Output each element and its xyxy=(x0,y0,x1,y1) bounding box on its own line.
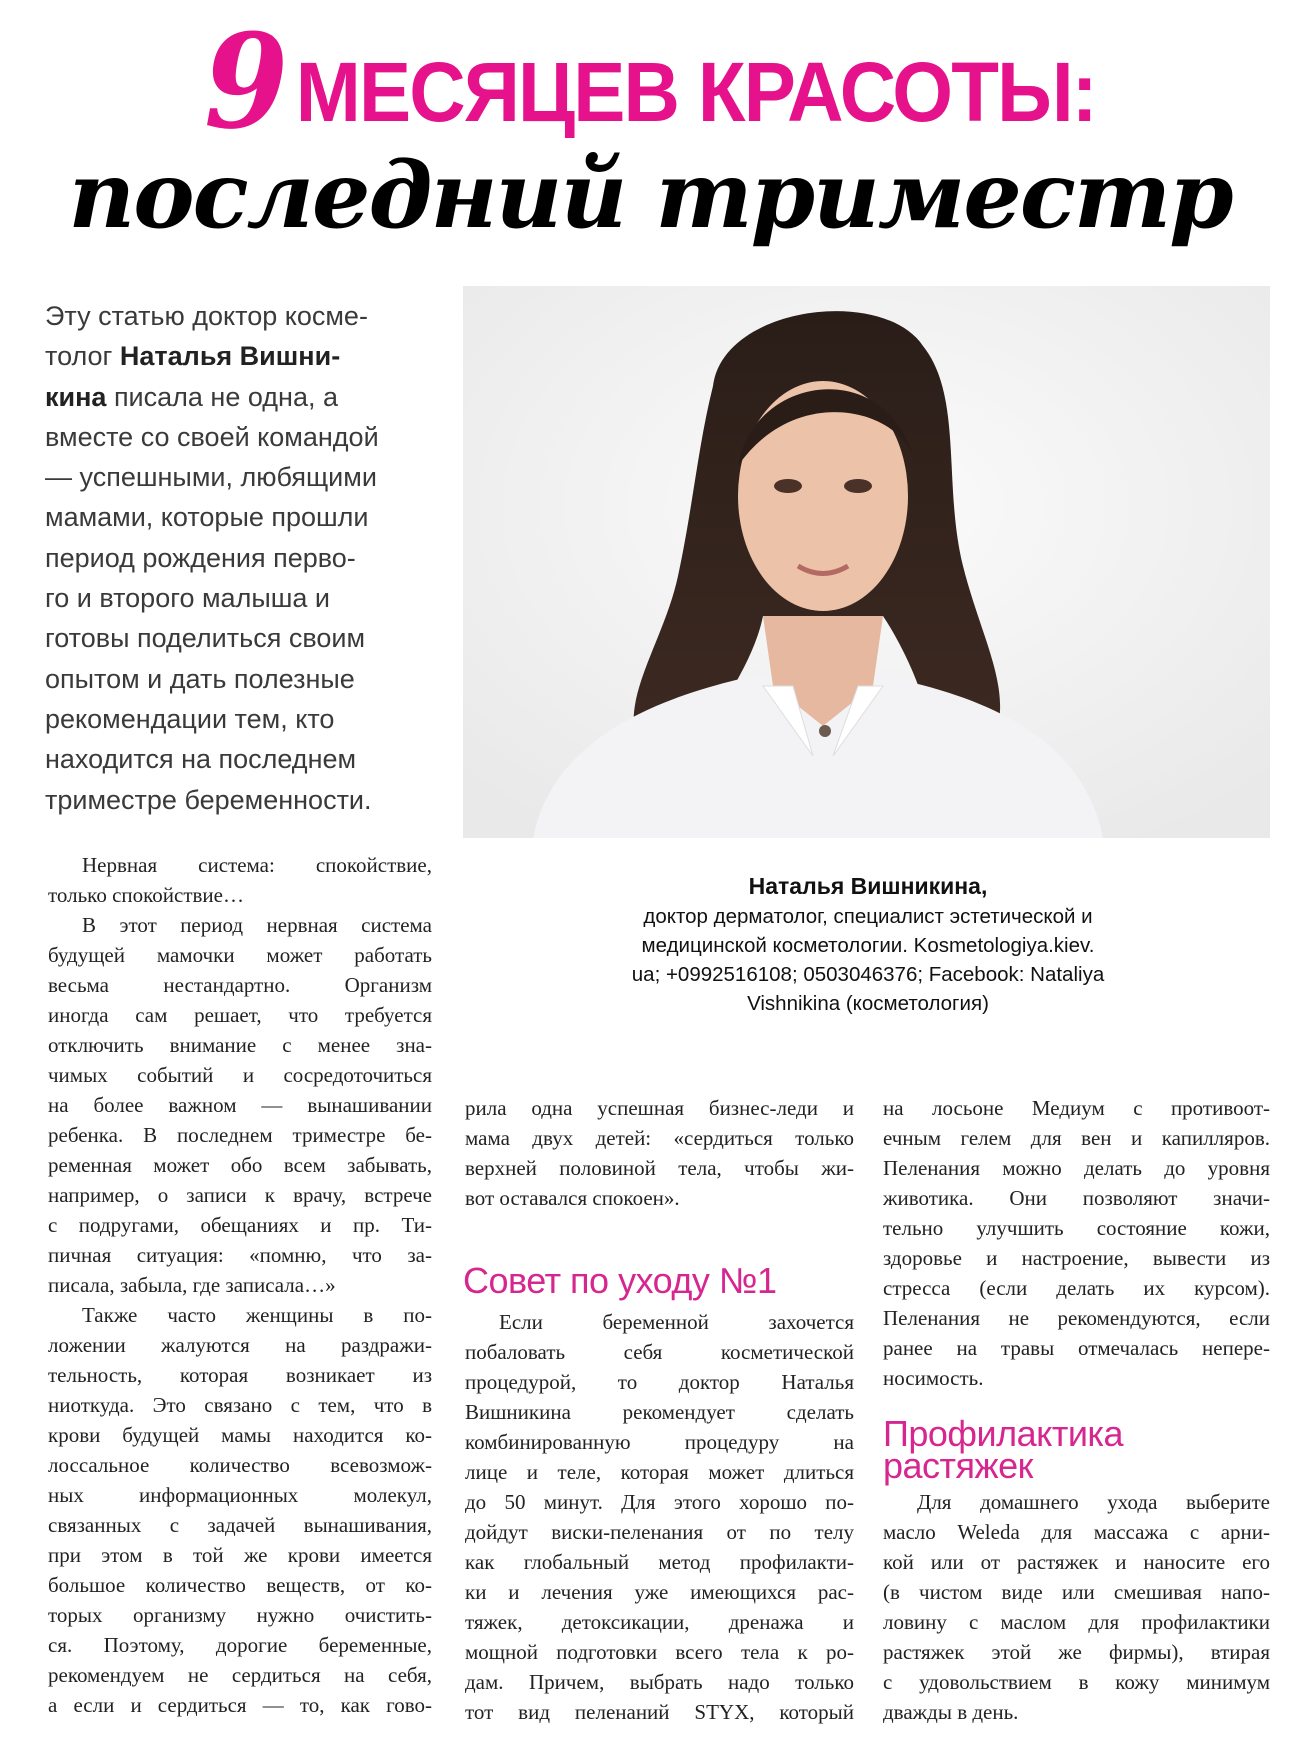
intro-text: мамами, которые прошли xyxy=(45,502,369,533)
intro-line xyxy=(45,377,445,417)
body-text-line: пичная ситуация: «помню, что за- xyxy=(48,1243,432,1267)
body-text-line: ся. Поэтому, дорогие беременные, xyxy=(48,1633,432,1657)
body-text-line: как глобальный метод профилакти- xyxy=(465,1550,854,1574)
body-text-line: животика. Они позволяют значи- xyxy=(883,1186,1270,1210)
body-text-line: ных информационных молекул, xyxy=(48,1483,432,1507)
body-text-line: Для домашнего ухода выберите xyxy=(917,1490,1270,1514)
body-text-line: мощной подготовки всего тела к ро- xyxy=(465,1640,854,1664)
body-text-line: стресса (если делать их курсом). xyxy=(883,1276,1270,1300)
intro-line xyxy=(45,739,445,779)
body-column-1 xyxy=(48,850,432,1720)
body-text-line: с подругами, обещаниях и пр. Ти- xyxy=(48,1213,432,1237)
body-text-line: носимость. xyxy=(883,1366,984,1390)
intro-line xyxy=(45,457,445,497)
headline-text: МЕСЯЦЕВ КРАСОТЫ: xyxy=(295,45,1096,139)
body-text-line: Пеленания можно делать до уровня xyxy=(883,1156,1270,1180)
body-column-3-top xyxy=(883,1093,1270,1393)
body-text-line: ловину с маслом для профилактики xyxy=(883,1610,1270,1634)
subheading-stretch-marks xyxy=(883,1413,1123,1486)
intro-line xyxy=(45,699,445,739)
body-column-2-bottom xyxy=(465,1307,854,1727)
body-text-line: Пеленания не рекомендуются, если xyxy=(883,1306,1270,1330)
intro-text: вместе со своей командой xyxy=(45,421,379,452)
body-text-line: ременная может обо всем забывать, xyxy=(48,1153,432,1177)
intro-line xyxy=(45,618,445,658)
body-text-line: рила одна успешная бизнес-леди и xyxy=(465,1096,854,1120)
body-text-line: будущей мамочки может работать xyxy=(48,943,432,967)
body-column-3-bottom xyxy=(883,1487,1270,1727)
body-text-line: побаловать себя косметической xyxy=(465,1340,854,1364)
intro-text: находится на последнем xyxy=(45,744,357,775)
body-text-line: комбинированную процедуру на xyxy=(465,1430,854,1454)
body-text-line: тельность, которая возникает из xyxy=(48,1363,432,1387)
body-text-line: дойдут виски-пеленания от по телу xyxy=(465,1520,854,1544)
body-text-line: а если и сердиться — то, как гово- xyxy=(48,1693,432,1717)
body-text-line: чимых событий и сосредоточиться xyxy=(48,1063,432,1087)
body-text-line: например, о записи к врачу, встрече xyxy=(48,1183,432,1207)
intro-text: писала не одна, а xyxy=(106,381,338,412)
photo-caption xyxy=(560,870,1176,1018)
body-text-line: (в чистом виде или смешивая напо- xyxy=(883,1580,1270,1604)
headline-number: 9 xyxy=(204,5,287,158)
body-text-line: лоссальное количество всевозмож- xyxy=(48,1453,432,1477)
body-text-line: процедурой, то доктор Наталья xyxy=(465,1370,854,1394)
body-text-line: В этот период нервная система xyxy=(82,913,432,937)
body-text-line: Если беременной захочется xyxy=(499,1310,854,1334)
headline-line2: последний триместр xyxy=(68,141,1232,249)
body-text-line: связанных с задачей вынашивания, xyxy=(48,1513,432,1537)
body-text-line: ниоткуда. Это связано с тем, что в xyxy=(48,1393,432,1417)
body-text-line: здоровье и настроение, вывести из xyxy=(883,1246,1270,1270)
intro-text: опытом и дать полезные xyxy=(45,663,355,694)
body-text-line: с удовольствием в кожу минимум xyxy=(883,1670,1270,1694)
body-text-line: на более важном — вынашивании xyxy=(48,1093,432,1117)
body-text-line: ранее на травы отмечалась непере- xyxy=(883,1336,1270,1360)
body-text-line: крови будущей мамы находится ко- xyxy=(48,1423,432,1447)
body-text-line: ки и лечения уже имеющихся рас- xyxy=(465,1580,854,1604)
body-text-line: Также часто женщины в по- xyxy=(82,1303,432,1327)
body-text-line: большое количество веществ, от ко- xyxy=(48,1573,432,1597)
body-text-line: весьма нестандартно. Организм xyxy=(48,973,432,997)
body-text-line: отключить внимание с менее зна- xyxy=(48,1033,432,1057)
intro-text: го и второго малыша и xyxy=(45,583,330,614)
headline-line1 xyxy=(46,5,1255,158)
author-photo xyxy=(463,286,1270,838)
body-text-line: до 50 минут. Для этого хорошо по- xyxy=(465,1490,854,1514)
body-text-line: тельно улучшить состояние кожи, xyxy=(883,1216,1270,1240)
intro-line xyxy=(45,578,445,618)
body-text-line: только спокойствие… xyxy=(48,883,244,907)
body-text-line: при этом в той же крови имеется xyxy=(48,1543,432,1567)
intro-text: готовы поделиться своим xyxy=(45,623,366,654)
author-name-bold: Наталья Вишни- xyxy=(119,341,341,372)
caption-line: доктор дерматолог, специалист эстетической и xyxy=(643,905,1093,928)
intro-line xyxy=(45,497,445,537)
intro-line xyxy=(45,780,445,820)
body-text-line: тяжек, детоксикации, дренажа и xyxy=(465,1610,854,1634)
body-text-line: растяжек этой же фирмы), втирая xyxy=(883,1640,1270,1664)
intro-text: толог xyxy=(45,341,120,372)
author-name-bold: кина xyxy=(45,381,107,412)
body-text-line: верхней половиной тела, чтобы жи- xyxy=(465,1156,854,1180)
intro-line xyxy=(45,296,445,336)
body-text-line: ребенка. В последнем триместре бе- xyxy=(48,1123,432,1147)
body-text-line: мама двух детей: «сердиться только xyxy=(465,1126,854,1150)
subheading-line: Профилактика xyxy=(883,1413,1123,1454)
intro-text: — успешными, любящими xyxy=(45,462,377,493)
caption-line: ua; +0992516108; 0503046376; Facebook: Nataliya xyxy=(631,963,1105,986)
body-column-2-top xyxy=(465,1093,854,1213)
intro-line xyxy=(45,538,445,578)
subheading-line: растяжек xyxy=(883,1445,1033,1486)
intro-text: Эту статью доктор косме- xyxy=(45,301,368,331)
intro-line xyxy=(45,659,445,699)
body-text-line: лице и теле, которая может длиться xyxy=(465,1460,854,1484)
body-text-line: иногда сам решает, что требуется xyxy=(48,1003,432,1027)
intro-line xyxy=(45,336,445,376)
body-text-line: вот оставался спокоен». xyxy=(465,1186,680,1210)
intro-paragraph xyxy=(45,296,445,820)
body-text-line: торых организму нужно очистить- xyxy=(48,1603,432,1627)
body-text-line: ечным гелем для вен и капилляров. xyxy=(883,1126,1270,1150)
body-text-line: рекомендуем не сердиться на себя, xyxy=(48,1663,432,1687)
body-text-line: писала, забыла, где записала…» xyxy=(48,1273,336,1297)
subheading-care-tip: Совет по уходу №1 xyxy=(463,1260,777,1301)
body-text-line: Вишникина рекомендует сделать xyxy=(465,1400,854,1424)
body-text-line: на лосьоне Медиум с противоот- xyxy=(883,1096,1270,1120)
body-text-line: дам. Причем, выбрать надо только xyxy=(465,1670,854,1694)
body-text-line: ложении жалуются на раздражи- xyxy=(48,1333,432,1357)
caption-name: Наталья Вишникина, xyxy=(748,873,988,899)
intro-text: период рождения перво- xyxy=(45,542,356,573)
intro-text: триместре беременности. xyxy=(45,784,372,815)
body-text-line: масло Weleda для массажа с арни- xyxy=(883,1520,1270,1544)
body-text-line: тот вид пеленаний STYX, который xyxy=(465,1700,854,1724)
caption-line: медицинской косметологии. Kosmetologiya.kiev. xyxy=(641,934,1095,957)
body-text-line: кой или от растяжек и наносите его xyxy=(883,1550,1270,1574)
body-text-line: дважды в день. xyxy=(883,1700,1019,1724)
intro-line xyxy=(45,417,445,457)
caption-line: Vishnikina (косметология) xyxy=(747,992,989,1015)
body-text-line: Нервная система: спокойствие, xyxy=(82,853,432,877)
intro-text: рекомендации тем, кто xyxy=(45,703,335,734)
